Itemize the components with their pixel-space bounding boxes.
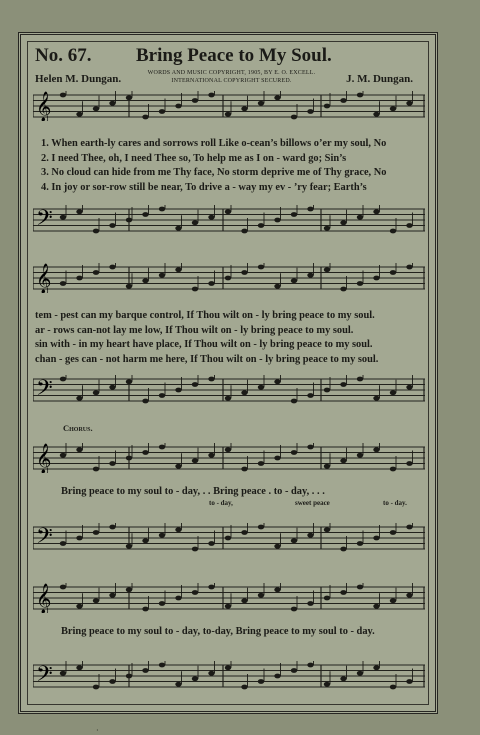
verse-line: chan - ges can - not harm me here, If Thou wilt on - ly bring peace to my soul. bbox=[35, 353, 379, 365]
note-head bbox=[93, 598, 99, 603]
note-head bbox=[60, 93, 66, 98]
note-head bbox=[175, 682, 181, 687]
music-staff bbox=[33, 661, 427, 691]
note-head bbox=[324, 267, 330, 272]
note-head bbox=[390, 598, 396, 603]
note-head bbox=[159, 663, 165, 668]
note-head bbox=[208, 377, 214, 382]
note-head bbox=[225, 209, 231, 214]
note-head bbox=[324, 226, 330, 231]
note-head bbox=[60, 215, 66, 220]
note-head bbox=[109, 461, 115, 466]
note-head bbox=[192, 98, 198, 103]
note-head bbox=[60, 541, 66, 546]
note-head bbox=[340, 98, 346, 103]
note-head bbox=[406, 223, 412, 228]
note-head bbox=[340, 590, 346, 595]
note-head bbox=[208, 585, 214, 590]
note-head bbox=[406, 385, 412, 390]
note-head bbox=[192, 547, 198, 552]
clef-icon: 𝄞 bbox=[36, 264, 52, 293]
verse-line: 2. I need Thee, oh, I need Thee so, To help me as I on - ward go; Sin’s bbox=[41, 152, 347, 164]
note-head bbox=[291, 212, 297, 217]
note-head bbox=[406, 593, 412, 598]
clef-icon: 𝄞 bbox=[36, 92, 52, 121]
note-head bbox=[357, 453, 363, 458]
note-head bbox=[76, 112, 82, 117]
note-head bbox=[192, 458, 198, 463]
note-head bbox=[93, 270, 99, 275]
note-head bbox=[76, 209, 82, 214]
copyright-notice bbox=[139, 70, 324, 85]
verse-line: tem - pest can my barque control, If Thou wilt on - ly bring peace to my soul. bbox=[35, 310, 375, 321]
note-head bbox=[340, 382, 346, 387]
note-head bbox=[142, 115, 148, 120]
note-head bbox=[60, 453, 66, 458]
clef-icon: 𝄢 bbox=[36, 206, 53, 235]
note-head bbox=[291, 450, 297, 455]
note-head bbox=[406, 461, 412, 466]
note-head bbox=[357, 585, 363, 590]
note-head bbox=[126, 587, 132, 592]
note-head bbox=[307, 109, 313, 114]
note-head bbox=[241, 685, 247, 690]
note-head bbox=[258, 679, 264, 684]
note-head bbox=[390, 270, 396, 275]
note-head bbox=[274, 587, 280, 592]
chorus-line: Bring peace to my soul to - day, . . Bring peace . to - day, . . . bbox=[61, 486, 325, 497]
note-head bbox=[76, 276, 82, 281]
note-head bbox=[175, 226, 181, 231]
copyright-line: INTERNATIONAL COPYRIGHT SECURED. bbox=[171, 77, 292, 84]
note-head bbox=[406, 525, 412, 530]
note-head bbox=[241, 106, 247, 111]
note-head bbox=[357, 377, 363, 382]
clef-icon: 𝄢 bbox=[36, 376, 53, 405]
note-head bbox=[274, 674, 280, 679]
note-head bbox=[390, 467, 396, 472]
note-head bbox=[192, 287, 198, 292]
music-staff bbox=[33, 91, 427, 121]
note-head bbox=[225, 536, 231, 541]
note-head bbox=[291, 399, 297, 404]
note-head bbox=[324, 682, 330, 687]
note-head bbox=[225, 665, 231, 670]
note-head bbox=[373, 209, 379, 214]
note-head bbox=[175, 388, 181, 393]
note-head bbox=[324, 388, 330, 393]
note-head bbox=[175, 596, 181, 601]
note-head bbox=[109, 101, 115, 106]
music-staff bbox=[33, 205, 427, 235]
note-head bbox=[390, 685, 396, 690]
note-head bbox=[159, 109, 165, 114]
note-head bbox=[159, 445, 165, 450]
note-head bbox=[390, 530, 396, 535]
note-head bbox=[93, 106, 99, 111]
note-head bbox=[241, 390, 247, 395]
note-head bbox=[390, 390, 396, 395]
note-head bbox=[307, 393, 313, 398]
note-head bbox=[406, 265, 412, 270]
note-head bbox=[76, 396, 82, 401]
note-head bbox=[357, 93, 363, 98]
note-head bbox=[241, 270, 247, 275]
note-head bbox=[60, 585, 66, 590]
note-head bbox=[357, 281, 363, 286]
note-head bbox=[307, 445, 313, 450]
chorus-label: Chorus. bbox=[63, 423, 93, 433]
note-head bbox=[93, 390, 99, 395]
note-head bbox=[307, 601, 313, 606]
note-head bbox=[159, 207, 165, 212]
note-head bbox=[373, 447, 379, 452]
note-head bbox=[109, 593, 115, 598]
note-head bbox=[258, 101, 264, 106]
music-staff bbox=[33, 583, 427, 613]
note-head bbox=[258, 265, 264, 270]
note-head bbox=[93, 685, 99, 690]
note-head bbox=[126, 284, 132, 289]
note-head bbox=[258, 223, 264, 228]
composer-credit: J. M. Dungan. bbox=[346, 73, 413, 85]
note-head bbox=[241, 530, 247, 535]
note-head bbox=[373, 536, 379, 541]
chorus-echo: to - day, bbox=[209, 499, 233, 507]
note-head bbox=[274, 456, 280, 461]
note-head bbox=[324, 464, 330, 469]
clef-icon: 𝄞 bbox=[36, 584, 52, 613]
hymn-title: Bring Peace to My Soul. bbox=[136, 45, 332, 66]
note-head bbox=[142, 538, 148, 543]
note-head bbox=[274, 218, 280, 223]
note-head bbox=[291, 115, 297, 120]
note-head bbox=[76, 536, 82, 541]
note-head bbox=[109, 223, 115, 228]
note-head bbox=[324, 596, 330, 601]
note-head bbox=[93, 467, 99, 472]
note-head bbox=[241, 598, 247, 603]
note-head bbox=[192, 382, 198, 387]
note-head bbox=[241, 467, 247, 472]
note-head bbox=[126, 218, 132, 223]
clef-icon: 𝄞 bbox=[36, 444, 52, 473]
note-head bbox=[340, 220, 346, 225]
hymn-number: No. 67. bbox=[35, 45, 92, 66]
note-head bbox=[291, 278, 297, 283]
note-head bbox=[109, 385, 115, 390]
note-head bbox=[340, 547, 346, 552]
note-head bbox=[357, 671, 363, 676]
note-head bbox=[175, 527, 181, 532]
note-head bbox=[175, 267, 181, 272]
note-head bbox=[373, 604, 379, 609]
note-head bbox=[225, 112, 231, 117]
note-head bbox=[225, 447, 231, 452]
note-head bbox=[258, 525, 264, 530]
verse-line: ar - rows can-not lay me low, If Thou wilt on - ly bring peace to my soul. bbox=[35, 324, 354, 336]
note-head bbox=[307, 663, 313, 668]
note-head bbox=[324, 527, 330, 532]
note-head bbox=[175, 464, 181, 469]
note-head bbox=[126, 95, 132, 100]
note-head bbox=[291, 607, 297, 612]
note-head bbox=[208, 541, 214, 546]
lyricist-credit: Helen M. Dungan. bbox=[35, 73, 122, 85]
copyright-line: WORDS AND MUSIC COPYRIGHT, 1905, BY E. O. EXCELL. bbox=[147, 70, 316, 76]
clef-icon: 𝄢 bbox=[36, 662, 53, 691]
chorus-line: Bring peace to my soul to - day, to-day, Bring peace to my soul to - day. bbox=[61, 626, 375, 637]
note-head bbox=[109, 679, 115, 684]
note-head bbox=[241, 229, 247, 234]
note-head bbox=[274, 544, 280, 549]
hymn-page bbox=[18, 32, 438, 714]
note-head bbox=[192, 220, 198, 225]
chorus-echo: sweet peace bbox=[295, 499, 330, 507]
note-head bbox=[258, 593, 264, 598]
note-head bbox=[406, 679, 412, 684]
verse-line: 3. No cloud can hide from me Thy face, No storm deprive me of Thy grace, No bbox=[41, 167, 387, 178]
note-head bbox=[142, 450, 148, 455]
note-head bbox=[76, 447, 82, 452]
note-head bbox=[258, 461, 264, 466]
note-head bbox=[307, 533, 313, 538]
music-staff bbox=[33, 375, 427, 405]
note-head bbox=[208, 281, 214, 286]
note-head bbox=[208, 671, 214, 676]
note-head bbox=[142, 212, 148, 217]
note-head bbox=[76, 665, 82, 670]
note-head bbox=[60, 671, 66, 676]
note-head bbox=[208, 93, 214, 98]
note-head bbox=[142, 399, 148, 404]
note-head bbox=[109, 265, 115, 270]
note-head bbox=[159, 601, 165, 606]
note-head bbox=[291, 538, 297, 543]
note-head bbox=[274, 95, 280, 100]
clef-icon: 𝄢 bbox=[36, 524, 53, 553]
note-head bbox=[225, 396, 231, 401]
note-head bbox=[258, 385, 264, 390]
music-staff bbox=[33, 263, 427, 293]
note-head bbox=[291, 668, 297, 673]
verse-line: sin with - in my heart have place, If Thou wilt on - ly bring peace to my soul. bbox=[35, 339, 373, 350]
note-head bbox=[208, 453, 214, 458]
note-head bbox=[159, 393, 165, 398]
note-head bbox=[109, 525, 115, 530]
note-head bbox=[340, 458, 346, 463]
note-head bbox=[373, 665, 379, 670]
note-head bbox=[406, 101, 412, 106]
verse-line: 1. When earth-ly cares and sorrows roll Like o-cean’s billows o’er my soul, No bbox=[41, 138, 387, 149]
note-head bbox=[60, 377, 66, 382]
note-head bbox=[225, 276, 231, 281]
note-head bbox=[60, 281, 66, 286]
note-head bbox=[225, 604, 231, 609]
note-head bbox=[142, 668, 148, 673]
note-head bbox=[142, 607, 148, 612]
note-head bbox=[159, 533, 165, 538]
note-head bbox=[357, 541, 363, 546]
note-head bbox=[126, 674, 132, 679]
page-mark: · bbox=[96, 726, 99, 735]
note-head bbox=[159, 273, 165, 278]
note-head bbox=[93, 530, 99, 535]
note-head bbox=[373, 396, 379, 401]
note-head bbox=[390, 106, 396, 111]
note-head bbox=[126, 544, 132, 549]
music-staff bbox=[33, 443, 427, 473]
note-head bbox=[307, 207, 313, 212]
note-head bbox=[390, 229, 396, 234]
note-head bbox=[126, 379, 132, 384]
chorus-echo: to - day. bbox=[383, 499, 407, 507]
note-head bbox=[373, 276, 379, 281]
note-head bbox=[126, 456, 132, 461]
note-head bbox=[274, 284, 280, 289]
note-head bbox=[324, 104, 330, 109]
note-head bbox=[340, 287, 346, 292]
note-head bbox=[208, 215, 214, 220]
note-head bbox=[192, 590, 198, 595]
note-head bbox=[192, 676, 198, 681]
note-head bbox=[93, 229, 99, 234]
note-head bbox=[340, 676, 346, 681]
verse-line: 4. In joy or sor-row still be near, To drive a - way my ev - ’ry fear; Earth’s bbox=[41, 181, 367, 193]
note-head bbox=[142, 278, 148, 283]
note-head bbox=[373, 112, 379, 117]
music-staff bbox=[33, 523, 427, 553]
note-head bbox=[175, 104, 181, 109]
note-head bbox=[307, 273, 313, 278]
note-head bbox=[274, 379, 280, 384]
note-head bbox=[76, 604, 82, 609]
note-head bbox=[357, 215, 363, 220]
